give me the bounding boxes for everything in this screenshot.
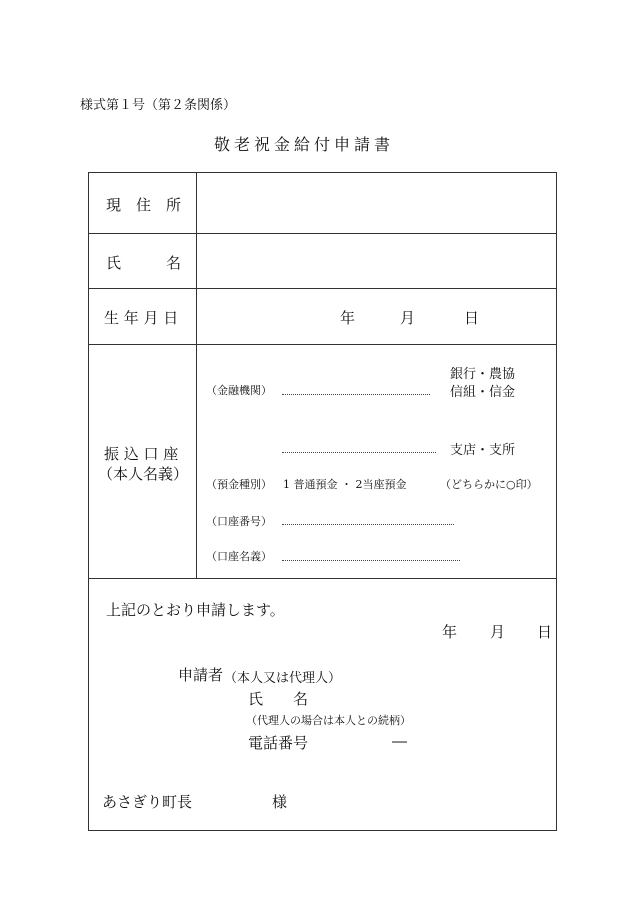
- birthdate-label: 生 年 月 日: [104, 309, 179, 327]
- row-divider: [88, 288, 557, 289]
- address-label: 現 住 所: [106, 196, 182, 214]
- bank-type-options-2: 信組・信金: [450, 385, 516, 400]
- applicant-note: （本人又は代理人）: [224, 671, 342, 686]
- name-field[interactable]: [197, 234, 556, 288]
- row-divider: [88, 344, 557, 345]
- statement-text: 上記のとおり申請します。: [106, 601, 285, 619]
- bank-name-line[interactable]: [282, 394, 430, 395]
- birth-year-unit: 年: [340, 309, 356, 327]
- apply-month-unit: 月: [490, 623, 506, 641]
- phone-separator: ―: [392, 732, 407, 750]
- branch-type-options: 支店・支所: [450, 443, 516, 458]
- branch-name-line[interactable]: [282, 452, 436, 453]
- bank-label: （金融機関）: [206, 384, 272, 397]
- deposit-type-note: （どちらかに○印）: [440, 478, 538, 491]
- addressee-label: あさぎり町長: [102, 793, 193, 811]
- relation-note: （代理人の場合は本人との続柄）: [246, 714, 411, 727]
- apply-year-unit: 年: [442, 623, 458, 641]
- account-holder-line[interactable]: [282, 560, 460, 561]
- account-holder-label: （口座名義）: [206, 550, 272, 563]
- bank-type-options-1: 銀行・農協: [450, 367, 516, 382]
- account-number-line[interactable]: [282, 524, 454, 525]
- row-divider: [88, 578, 557, 579]
- account-holder-note: （本人名義）: [98, 465, 189, 483]
- applicant-name-label: 氏 名: [248, 690, 309, 708]
- account-number-label: （口座番号）: [206, 515, 272, 528]
- page-title: 敬老祝金給付申請書: [214, 135, 395, 154]
- deposit-type-options: 1 普通預金 ・ 2当座預金: [283, 478, 407, 491]
- honorific-label: 様: [272, 793, 288, 811]
- address-field[interactable]: [197, 173, 556, 233]
- birth-month-unit: 月: [400, 309, 416, 327]
- birth-day-unit: 日: [464, 309, 480, 327]
- name-label: 氏 名: [106, 254, 182, 272]
- apply-day-unit: 日: [537, 623, 553, 641]
- account-label: 振 込 口 座: [104, 445, 179, 463]
- deposit-type-label: （預金種別）: [206, 478, 272, 491]
- phone-label: 電話番号: [248, 734, 309, 752]
- applicant-label: 申請者: [178, 666, 224, 684]
- form-number: 様式第１号（第２条関係）: [80, 98, 237, 113]
